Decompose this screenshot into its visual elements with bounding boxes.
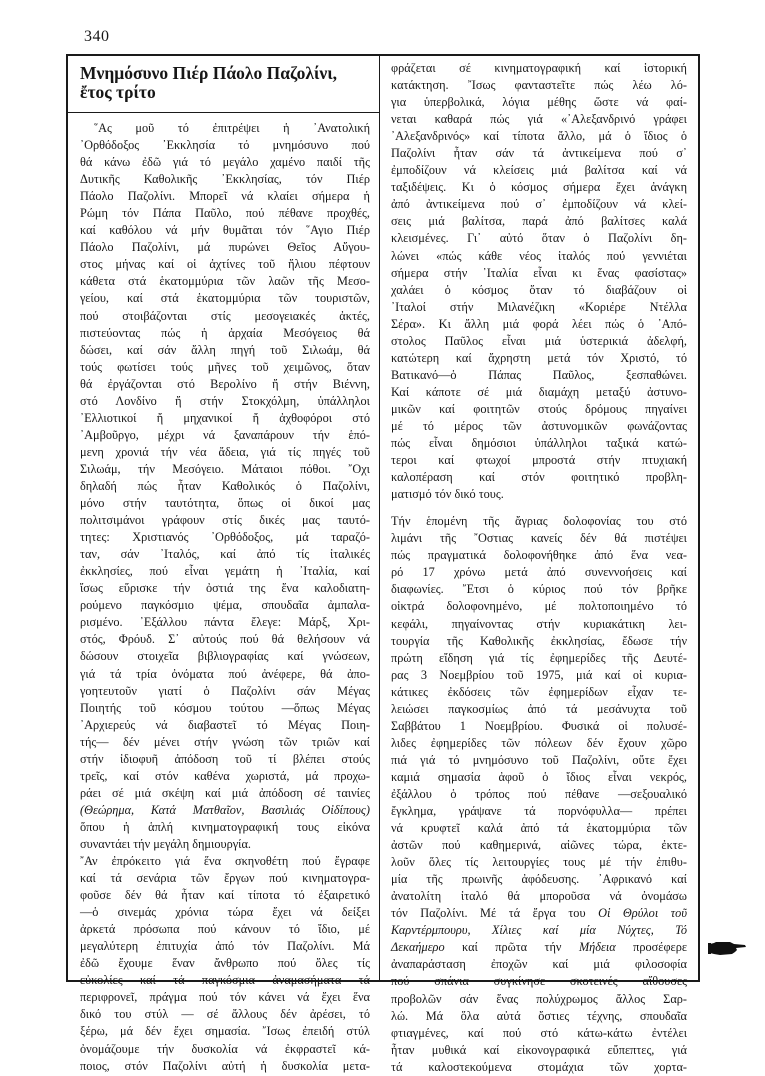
text-line: τόν Παζολίνι. Μέ τά ἔργα του Οἱ Θρύλοι τοῦ — [391, 906, 687, 921]
title-line-1: Μνημόσυνο Πιέρ Πάολο Παζολίνι, — [80, 63, 337, 83]
text-line: μεγαλύτερη ἐπιτυχία ἀπό τόν Παζολίνι. Μά — [80, 939, 370, 954]
text-line: καμιά σημασία ἀφοῦ ὁ ἴδιος εἶναι νεκρός, — [391, 769, 687, 784]
text-line: ξέρω, μά δέν ἔχει σημασία. ῎Ισως ἐπειδή στύλ — [80, 1024, 370, 1039]
text-line: Καί κάποτε σέ μιά διαμάχη μεταξύ ἀστυνο- — [391, 384, 687, 399]
text-line: στός, Φρόυδ. Σ᾽ αὐτούς πού θά θελήσουν νά — [80, 632, 370, 647]
text-line: Πάολο Παζολίνι, μά πυρώνει Θεῖος Αὔγου- — [80, 240, 370, 255]
text-line: ἀστῶν πού καθημερινά, αἰῶνες τώρα, ἐκτε- — [391, 838, 687, 853]
text-line: προβολῶν σάν ἕνας πολύχρωμος ἄλλος Σαρ- — [391, 991, 687, 1006]
text-line: λιμάνι τῆς ῎Οστιας κανείς δέν θά πιστέψει — [391, 531, 687, 546]
text-line: κάτικες ἐκδόσεις τῶν ἐφημερίδων εἶχαν τε- — [391, 684, 687, 699]
text-line: συναντάει τήν μεγάλη δημιουργία. — [80, 836, 251, 851]
text-line: ταν, σάν ᾽Ιταλός, καί ἀπό τίς ἰταλικές — [80, 547, 370, 562]
text-line: Ποιητής τοῦ κόσμου τούτου —ὅπως Μέγας — [80, 700, 370, 715]
text-line: ᾽Ιταλοί στήν Μιλανέζικη «Κοριέρε Ντέλλα — [391, 299, 687, 314]
text-line: στό Λονδίνο ἤ στήν Στοκχόλμη, ὑπάλληλοι — [80, 393, 370, 408]
text-line: ἀνατολίτη ἰταλό θά μποροῦσα νά ὀνομάσω — [391, 889, 687, 904]
text-line: οἰκτρά δολοφονημένο, μέ πολτοποιημένο τό — [391, 599, 687, 614]
text-line: τητες: Χριστιανός ᾽Ορθόδοξος, μά ταραζό- — [80, 530, 370, 545]
text-line: ῞Ας μοῦ τό ἐπιτρέψει ἡ ᾽Ανατολική — [94, 121, 370, 135]
text-line: Ρώμη τόν Πάπα Παῦλο, πού πέθανε προχθές, — [80, 206, 370, 221]
text-line: κεφάλι, πηγαίνοντας στήν κυριακάτικη λει- — [391, 616, 687, 631]
text-line: ᾽Αρχιερεύς νά διαβαστεῖ τό Μέγας Ποιη- — [80, 717, 370, 732]
text-line: —ὁ σινεμάς χρόνια τώρα ἔχει νά δείξει — [80, 905, 370, 920]
text-line: γοητευτοῦν γιατί ὁ Παζολίνι σάν Μέγας — [80, 683, 370, 698]
text-line: ἀναπαράσταση ἐποχῶν καί μιά φιλοσοφία — [391, 957, 687, 972]
text-line: ράει σέ μιά σκέψη καί μιά ἀπόδοση σέ ταινίες — [80, 785, 370, 800]
text-line: μενη χρονιά τήν νέα ἄδεια, γιά τίς πηγές τοῦ — [80, 444, 370, 459]
right-column — [391, 60, 687, 1076]
text-line: ᾽Ελλιοτικοί ἤ μηχανικοί ἤ ἀχθοφόροι στό — [80, 410, 370, 425]
text-line: ρας 3 Νοεμβρίου τοῦ 1975, μιά καί οἱ κυρια- — [391, 667, 687, 682]
text-line: πού σπάνια συγκίνησε σκοτεινές αἴθουσες — [391, 974, 687, 989]
left-column — [80, 120, 370, 1075]
text-line: εὐκολίες καί τά παγκόσμια ἀναμασήματα τά — [80, 973, 370, 988]
text-line: νεται καθαρά πώς γιά «᾽Αλεξανδρινό γράφει — [391, 112, 687, 127]
text-line: καί καθόλου νά μήν θυμᾶται τόν ῞Αγιο Πιέρ — [80, 223, 370, 238]
text-line: ᾽Ορθόδοξος ᾽Εκκλησία τό μνημόσυνο πού — [80, 138, 370, 153]
text-line: θά κάνω ἐδῶ γιά τό μεγάλο χαμένο παιδί τῆς — [80, 155, 370, 170]
text-line: Σιλωάμ, τήν Μεσόγειο. Μάταιοι πόθοι. ῎Οχι — [80, 461, 370, 476]
text-line: Καρντέρμπουρυ, Χίλιες καί μία Νύχτες, Τό — [391, 923, 687, 938]
text-line: θά ἐργάζονται στό Βερολίνο ἤ στήν Βιέννη, — [80, 376, 370, 391]
text-line: πώς εἶναι δημόσιοι ὑπάλληλοι ταξικά κατώ- — [391, 436, 687, 451]
text-line: μία τῆς πρωινῆς ἀφόδευσης. ᾽Αφρικανό καί — [391, 872, 687, 887]
text-line: λώνει «πώς κάθε νέος ἰταλός πού γεννιέται — [391, 248, 687, 263]
text-line: ματισμό τόν δικό τους. — [391, 487, 504, 502]
right-paragraph-1 — [391, 60, 687, 503]
title-line-2: ἔτος τρίτο — [80, 82, 156, 102]
text-line: δηλαδή πώς ἦταν Καθολικός ὁ Παζολίνι, — [80, 478, 370, 493]
text-line: τούς φωτίσει τούς μῆνες τοῦ χειμῶνος, ὅταν — [80, 359, 370, 374]
pointing-hand-icon — [708, 940, 748, 958]
text-line: λειώσει παγκοσμίως ἀπό τά μεσάνυχτα τοῦ — [391, 701, 687, 716]
text-line: ὀνομάζουμε τήν δυσκολία νά ἐκφραστεῖ κά- — [80, 1041, 370, 1056]
text-line: γείου, καί στά ἑκατομμύρια τῶν τουριστῶν, — [80, 291, 370, 306]
text-line: κάθετα στά ἑκατομμύρια τῶν λαῶν τῆς Μεσο- — [80, 274, 370, 289]
text-line: ρισμένο. ᾽Εξάλλου πάντα ἔλεγε: Μάρξ, Χρι- — [80, 615, 370, 630]
text-line: στολος Παῦλος εἶναι μιά ὑστερικιά ἀδελφή, — [391, 333, 687, 348]
text-line: λώ. Μά ὅλα αὐτά ὄστιες τέχνης, σπουδαῖα — [391, 1008, 687, 1023]
text-line: ἀπό ἀντικείμενα πού σ᾽ ἐμποδίζουν νά κλεί- — [391, 197, 687, 212]
text-line: πού στοιβάζονται στίς μεσογειακές ἀκτές, — [80, 308, 370, 323]
text-line: ἐκκλησίες, πού εἶναι γεμάτη ἡ ᾽Ιταλία, καί — [80, 564, 370, 579]
text-line: ἀρκετά πρόσωπα πού κάνουν τό ἴδιο, μέ — [80, 922, 370, 937]
text-line: σήμερα στήν ᾽Ιταλία εἶναι κι ἕνας φασίστας» — [391, 265, 687, 280]
text-line: ἴσως εὕρισκε τήν ὀστιά της ἕνα καλοδιατη- — [80, 581, 370, 596]
text-line: γιά τά τρία ὀνόματα πού ἀνέφερε, θά ἀπο- — [80, 666, 370, 681]
text-line: λοῦν ὅλες τίς λειτουργίες τους μέ τήν ἐπιθυ- — [391, 855, 687, 870]
text-line: (Θεώρημα, Κατά Ματθαῖον, Βασιλιάς Οἰδίπους) — [80, 802, 370, 817]
text-line: μικῶν καί φοιτητῶν στούς δρόμους πηγαίνει — [391, 401, 687, 416]
text-line: ποιος, στόν Παζολίνι αὐτή ἡ δυσκολία μετα- — [80, 1058, 370, 1073]
text-line: Σαββάτου 1 Νοεμβρίου. Φυσικά οἱ πολυσέ- — [391, 718, 687, 733]
text-line: Δεκαήμερο καί πρῶτα τήν Μήδεια προσέφερε — [391, 940, 687, 955]
text-line: Πάολο Παζολίνι. Μπορεῖ νά κλαίει σήμερα ἡ — [80, 189, 370, 204]
text-line: διαφωνίες. ῎Ετσι ὁ κύριος πού τόν βρῆκε — [391, 582, 687, 597]
text-line: πολιτσιμάνοι γράφουν στίς δικές μας ταυτό- — [80, 513, 370, 528]
text-line: περιφρονεῖ, πράγμα πού τόν κάνει νά ἔχει ἕνα — [80, 990, 370, 1005]
text-line: ταξιδέψεις. Κι ὁ κόσμος σήμερα ἔχει ἀνάγκη — [391, 180, 687, 195]
text-line: στήν ἰδιοφυῆ ἀπόδοση τοῦ τί βλέπει στούς — [80, 751, 370, 766]
text-line: λιδες ἐφημερίδες τῶν πόλεων δέν ἔχουν χῶρο — [391, 735, 687, 750]
text-line: ἦταν μυθικά καί εἰκονογραφικά εὔπεπτες, γιά — [391, 1042, 687, 1057]
text-line: Βατικανό—ὁ Πάπας Παῦλος, ξεσπαθώνει. — [391, 367, 687, 382]
text-line: ᾽Αμβοῦργο, μέχρι νά ξαναπάρουν τήν ἑπό- — [80, 427, 370, 442]
right-paragraph-2 — [391, 513, 687, 1076]
text-line: στος μήνας καί οἱ ἀχτίνες τοῦ ἥλιου πέφτουν — [80, 257, 370, 272]
text-line: φράζεται σέ κινηματογραφική καί ἱστορική — [391, 61, 687, 75]
text-line: πώς πραγματικά δολοφονήθηκε ἀπό ἕνα νεα- — [391, 548, 687, 563]
text-line: ἐξάλλου ὁ τρόπος πού πέθανε —σεξουαλικό — [391, 786, 687, 801]
text-line: πιά γιά τό μνημόσυνο τοῦ Παζολίνι, οὔτε ἔχει — [391, 752, 687, 767]
text-line: χαλάει ὁ κόσμος ὅταν τό διαβάζουν οἱ — [391, 282, 687, 297]
text-line: ἐμποδίζουν νά κλείσεις μιά βαλίτσα καί νά — [391, 163, 687, 178]
text-line: κατάκτηση. ῎Ισως φανταστεῖτε πώς λέω λό- — [391, 78, 687, 93]
text-line: ἔγκλημα, γράψανε τά πορνόφυλλα— πρέπει — [391, 804, 687, 819]
text-line: σεις μιά βαλίτσα, παρά ἀπό βαλίτσες καλά — [391, 214, 687, 229]
text-line: ὅπου ἡ ἁπλή κινηματογραφική τους εἰκόνα — [80, 819, 370, 834]
text-line: τεροι καί φτωχοί μπροστά στήν πτυχιακή — [391, 453, 687, 468]
text-line: Παζολίνι ἦταν σάν τά ἀντικείμενα πού σ᾽ — [391, 146, 687, 161]
text-line: τά καλοστεκούμενα στομάχια τῶν χορτα- — [391, 1059, 687, 1074]
text-line: τρεῖς, καί στόν καθένα χωριστά, μά προχω- — [80, 768, 370, 783]
text-line: ῎Αν ἐπρόκειτο γιά ἕνα σκηνοθέτη πού ἔγραφε — [80, 854, 370, 869]
text-line: ρούμενο παγκόσμιο ψέμα, σπουδαῖα ἀμπαλα- — [80, 598, 370, 613]
text-line: τής— δέν μένει στήν γνώση τῶν τριῶν καί — [80, 734, 370, 749]
text-line: πιστεύοντας πώς ἡ ἀρχαία Μεσόγειος θά — [80, 325, 370, 340]
text-line: μόνο στήν ταυτότητα, ὅπως οἱ δικοί μας — [80, 496, 370, 511]
article-title — [80, 64, 369, 102]
text-line: καί τά σενάρια τῶν ἔργων πού κινηματογρα- — [80, 871, 370, 886]
text-line: ρό 17 χρόνω μετά ἀπό συνεννοήσεις καί — [391, 565, 687, 580]
paragraph-gap — [391, 503, 687, 513]
article-frame — [66, 54, 700, 1074]
text-line: δώσουν στοιχεῖα βιβλιογραφίας καί γνώσεων, — [80, 649, 370, 664]
column-divider — [379, 56, 380, 980]
text-line: ᾽Αλεξανδρινός» καί τίποτα ἄλλο, μά ὁ ἴδιος ὁ — [391, 129, 687, 144]
text-line: φτιαγμένες, καί πού στό κάτω-κάτω ἐντέλει — [391, 1025, 687, 1040]
text-line: νά κρυφτεῖ καλά ἀπό τά ἑκατομμύρια τῶν — [391, 821, 687, 836]
text-line: Τήν ἑπομένη τῆς ἄγριας δολοφονίας του στό — [391, 514, 687, 529]
title-box — [68, 56, 379, 113]
text-line: ἐδῶ ἔχουμε ἕναν ἄνθρωπο πού ὅλες τίς — [80, 956, 370, 971]
text-line: τουργία τῆς Καθολικῆς ἐκκλησίας, ἔδωσε τήν — [391, 633, 687, 648]
text-line: φοῦσε δέν θά ἦταν καί τίποτα τό ἐξαιρετικό — [80, 888, 370, 903]
text-line: πρώτη εἴδηση γιά τίς ἐφημερίδες τῆς Δευτέ- — [391, 650, 687, 665]
text-line: κατώτερη καί ἄχρηστη μετά τόν Χριστό, τό — [391, 350, 687, 365]
text-line: Σέρα». Κι ἄλλη μιά φορά λέει πώς ὁ ᾽Από- — [391, 316, 687, 331]
text-line: δικό του στύλ — σέ ἄλλους δέν ἀρέσει, τό — [80, 1007, 370, 1022]
text-line: καλοπέραση καί στόν φοιτητικό προβλη- — [391, 470, 687, 485]
text-line: μέ τό μέρος τῶν ἀστυνομικῶν φωνάζοντας — [391, 418, 687, 433]
page-number: 340 — [84, 28, 110, 45]
text-line: δώσει, καί σάν ἄλλη πηγή τοῦ Σιλωάμ, θά — [80, 342, 370, 357]
text-line: για ὑπερβολικά, λόγια μέθης ὥστε νά φαί- — [391, 95, 687, 110]
text-line: Δυτικῆς Καθολικῆς ᾽Εκκλησίας, τόν Πιέρ — [80, 172, 370, 187]
text-line: κλεισμένες. Γι᾽ αὐτό ὅταν ὁ Παζολίνι δη- — [391, 231, 687, 246]
